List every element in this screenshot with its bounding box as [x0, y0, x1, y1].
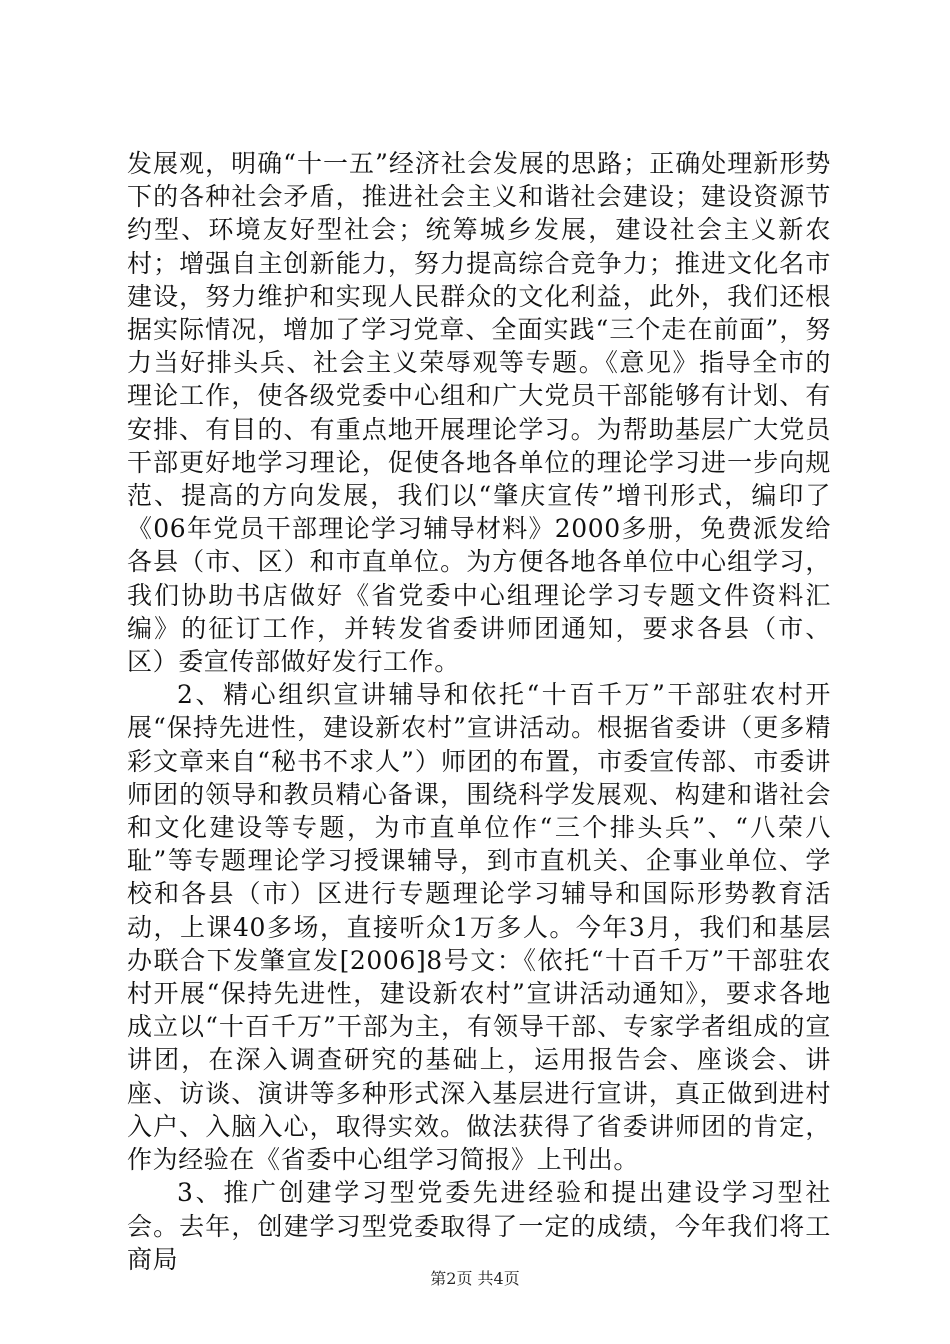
document-body	[127, 147, 831, 1276]
page-indicator: 第2页 共4页	[430, 1269, 520, 1288]
paragraph-3: 3、推广创建学习型党委先进经验和提出建设学习型社会。去年，创建学习型党委取得了一定的成绩，今年我们将工商局	[127, 1178, 831, 1274]
page-footer	[0, 1269, 950, 1289]
paragraph-1: 发展观，明确“十一五”经济社会发展的思路；正确处理新形势下的各种社会矛盾，推进社会主义和谐社会建设；建设资源节约型、环境友好型社会；统筹城乡发展，建设社会主义新农村；增强自主创新能力，努力提高综合竞争力；推进文化名市建设，努力维护和实现人民群众的文化利益，此外，我们还根据实际情况，增加了学习党章、全面实践“三个走在前面”，努力当好排头兵、社会主义荣辱观等专题。《意见》指导全市的理论工作，使各级党委中心组和广大党员干部能够有计划、有安排、有目的、有重点地开展理论学习。为帮助基层广大党员干部更好地学习理论，促使各地各单位的理论学习进一步向规范、提高的方向发展，我们以“肇庆宣传”增刊形式，编印了《06年党员干部理论学习辅导材料》2000多册，免费派发给各县（市、区）和市直单位。为方便各地各单位中心组学习，我们协助书店做好《省党委中心组理论学习专题文件资料汇编》的征订工作，并转发省委讲师团通知，要求各县（市、区）委宣传部做好发行工作。	[127, 149, 831, 677]
paragraph-2: 2、精心组织宣讲辅导和依托“十百千万”干部驻农村开展“保持先进性，建设新农村”宣讲活动。根据省委讲（更多精彩文章来自“秘书不求人”）师团的布置，市委宣传部、市委讲师团的领导和教员精心备课，围绕科学发展观、构建和谐社会和文化建设等专题，为市直单位作“三个排头兵”、“八荣八耻”等专题理论学习授课辅导，到市直机关、企事业单位、学校和各县（市）区进行专题理论学习辅导和国际形势教育活动，上课40多场，直接听众1万多人。今年3月，我们和基层办联合下发肇宣发[2006]8号文：《依托“十百千万”干部驻农村开展“保持先进性，建设新农村”宣讲活动通知》，要求各地成立以“十百千万”干部为主，有领导干部、专家学者组成的宣讲团，在深入调查研究的基础上，运用报告会、座谈会、讲座、访谈、演讲等多种形式深入基层进行宣讲，真正做到进村入户、入脑入心，取得实效。做法获得了省委讲师团的肯定，作为经验在《省委中心组学习简报》上刊出。	[127, 680, 831, 1175]
